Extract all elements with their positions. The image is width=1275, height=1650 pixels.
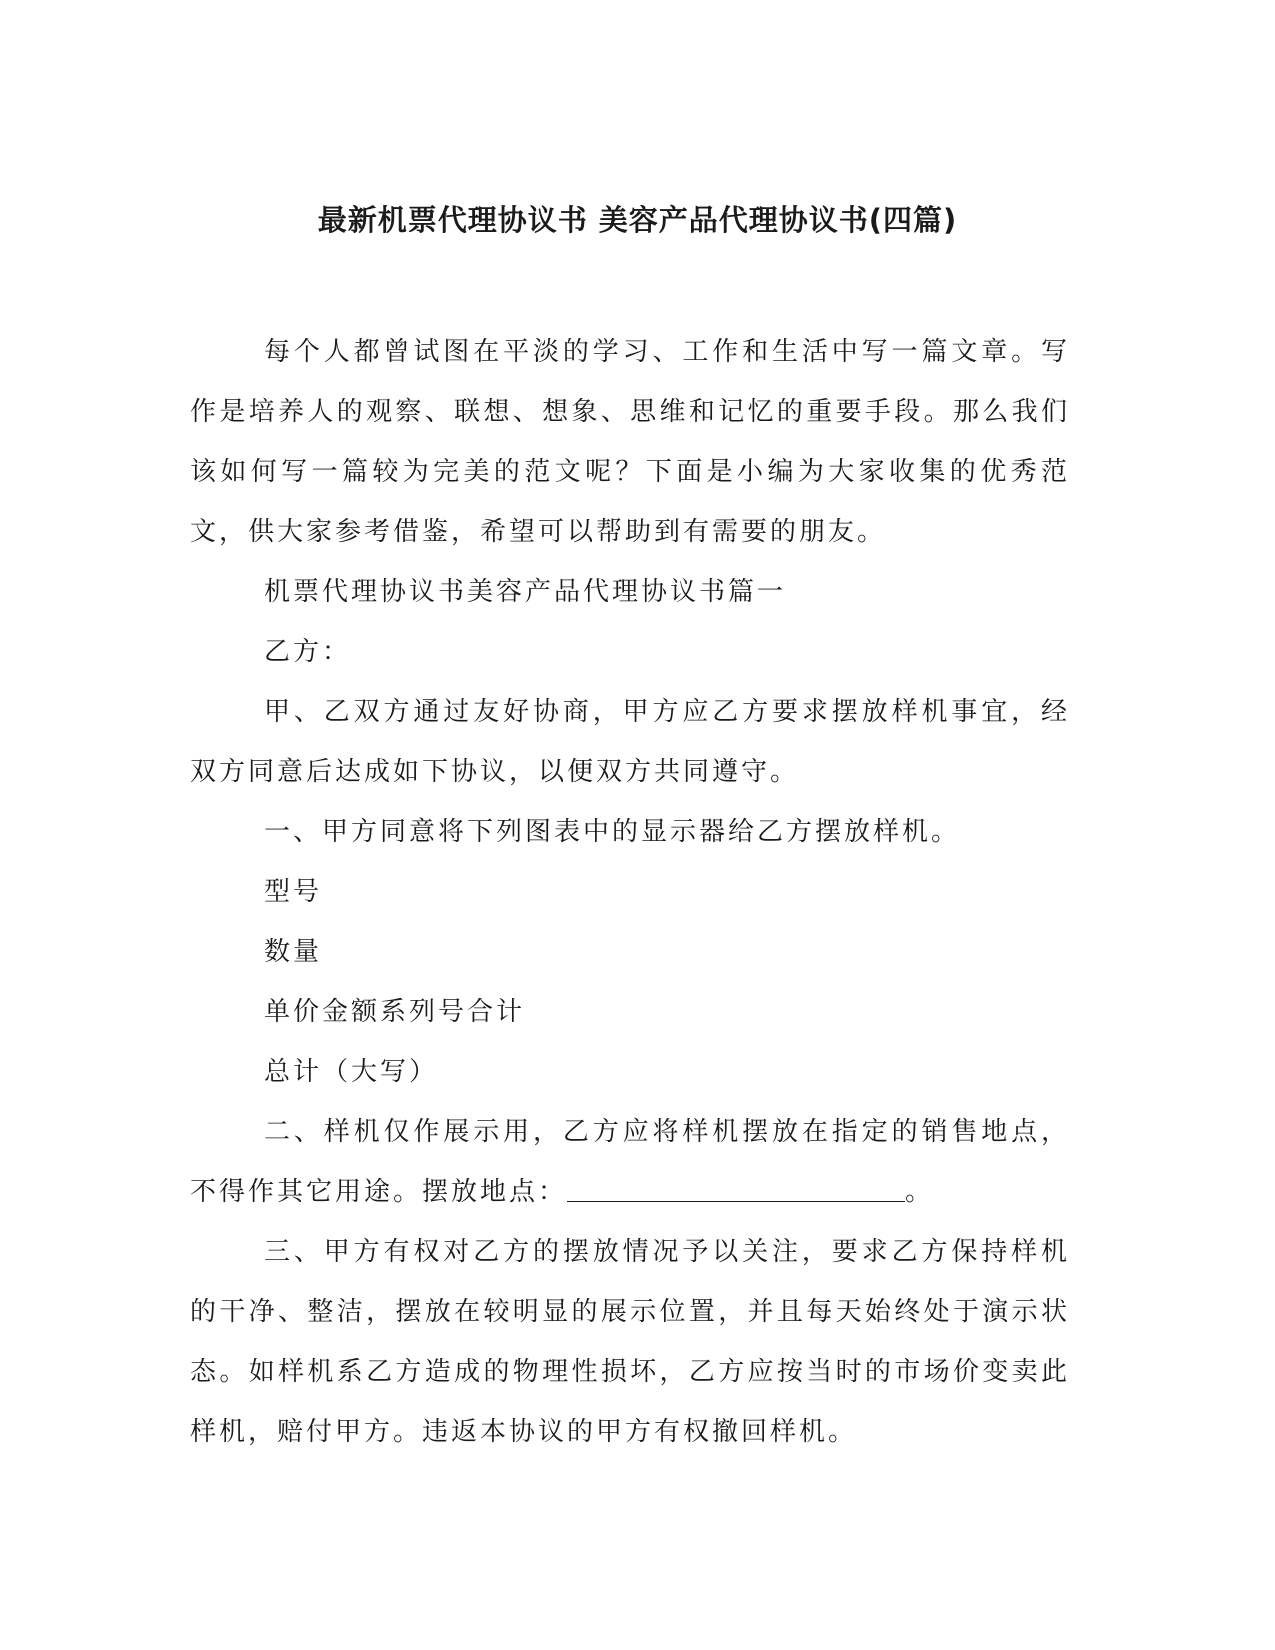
section-heading: 机票代理协议书美容产品代理协议书篇一	[264, 577, 787, 607]
clause-two	[190, 1102, 1070, 1222]
document-body	[190, 322, 1070, 1462]
document-title: 最新机票代理协议书 美容产品代理协议书(四篇)	[317, 203, 958, 237]
field-total: 总计（大写）	[264, 1057, 439, 1087]
agreement-preamble: 甲、乙双方通过友好协商，甲方应乙方要求摆放样机事宜，经双方同意后达成如下协议，以便双方共同遵守。	[190, 697, 1070, 787]
clause-two-text: 二、样机仅作展示用，乙方应将样机摆放在指定的销售地点，不得作其它用途。摆放地点：	[190, 1117, 1070, 1207]
intro-paragraph: 每个人都曾试图在平淡的学习、工作和生活中写一篇文章。写作是培养人的观察、联想、想象、思维和记忆的重要手段。那么我们该如何写一篇较为完美的范文呢？下面是小编为大家收集的优秀范文，供大家参考借鉴，希望可以帮助到有需要的朋友。	[190, 337, 1070, 547]
field-model: 型号	[264, 877, 323, 907]
field-quantity: 数量	[264, 937, 323, 967]
clause-one: 一、甲方同意将下列图表中的显示器给乙方摆放样机。	[264, 817, 961, 847]
placement-location-blank[interactable]	[567, 1171, 905, 1202]
party-b-label: 乙方：	[264, 637, 352, 667]
clause-two-end: 。	[905, 1177, 935, 1207]
clause-three: 三、甲方有权对乙方的摆放情况予以关注，要求乙方保持样机的干净、整洁，摆放在较明显的展示位置，并且每天始终处于演示状态。如样机系乙方造成的物理性损坏，乙方应按当时的市场价变卖此样机，赔付甲方。违返本协议的甲方有权撤回样机。	[190, 1237, 1070, 1447]
field-price-columns: 单价金额系列号合计	[264, 997, 526, 1027]
